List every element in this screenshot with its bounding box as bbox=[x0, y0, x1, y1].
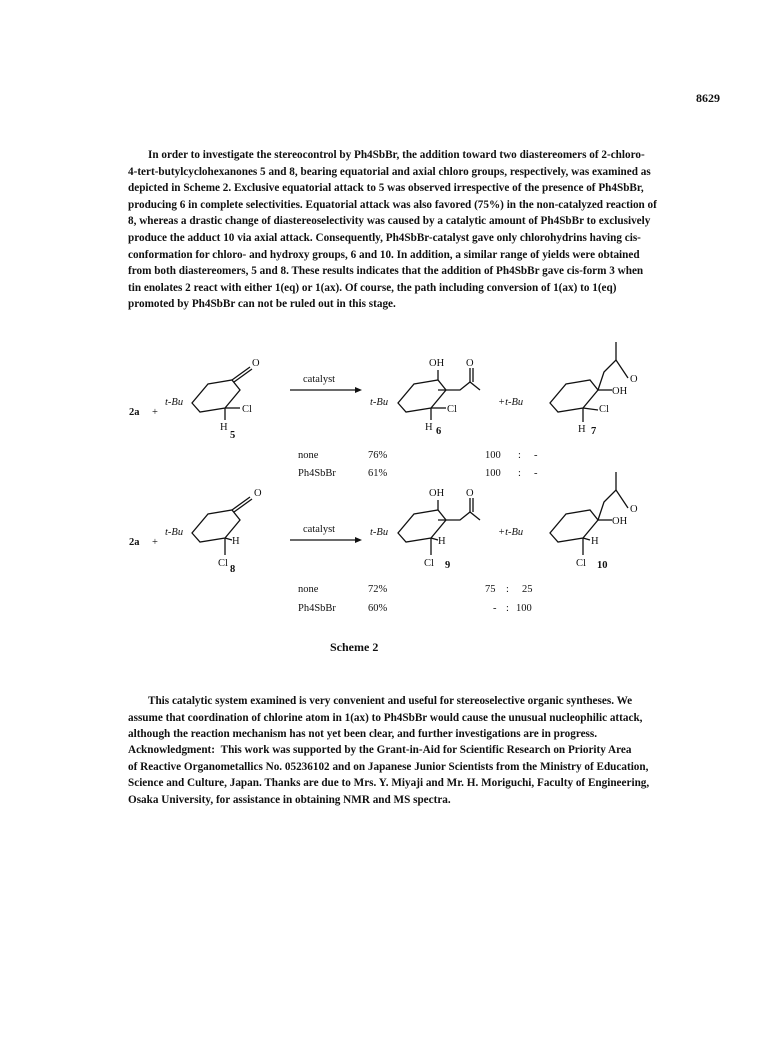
tbu-label: +t-Bu bbox=[498, 397, 524, 408]
hydroxy-label: OH bbox=[429, 358, 445, 369]
compound-7-label: 7 bbox=[591, 426, 597, 437]
hydrogen-label: H bbox=[220, 422, 228, 433]
hydrogen-label: H bbox=[425, 422, 433, 433]
hydrogen-label: H bbox=[438, 536, 446, 547]
text-line: In order to investigate the stereocontrol by Ph4SbBr, the addition toward two diastereomers of 2-chloro- bbox=[148, 149, 645, 161]
arrow-label-catalyst: catalyst bbox=[303, 524, 336, 535]
ratio-a-value: 100 bbox=[485, 450, 501, 461]
text-line: depicted in Scheme 2. Exclusive equatorial attack to 5 was observed irrespective of the presence of Ph4SbBr, bbox=[128, 182, 644, 195]
reagent-2a: 2a bbox=[129, 537, 140, 548]
chlorohydrin-7 bbox=[550, 342, 628, 422]
ratio-a-value: - bbox=[493, 603, 497, 614]
oxygen-label: O bbox=[466, 358, 474, 369]
plus-sign: + bbox=[152, 537, 158, 548]
ratio-b-value: - bbox=[534, 450, 538, 461]
hydrogen-label: H bbox=[232, 536, 240, 547]
text-line: producing 6 in complete selectivities. Equatorial attack was also favored (75%) in the non-catalyzed reaction of bbox=[128, 198, 657, 211]
reaction-arrow bbox=[290, 387, 362, 393]
catalyst-name: none bbox=[298, 584, 319, 595]
text-line: Osaka University, for assistance in obtaining NMR and MS spectra. bbox=[128, 793, 451, 806]
yield-value: 72% bbox=[368, 584, 388, 595]
compound-9-label: 9 bbox=[445, 560, 451, 571]
text-line: from both diastereomers, 5 and 8. These results indicates that the addition of Ph4SbBr gave cis-form 3 when bbox=[128, 265, 644, 278]
oxygen-label: O bbox=[466, 488, 474, 499]
chloro-label: Cl bbox=[218, 558, 228, 569]
hydroxy-label: OH bbox=[612, 516, 628, 527]
oxygen-label: O bbox=[252, 358, 260, 369]
catalyst-name: none bbox=[298, 450, 319, 461]
acknowledgment-text: This work was supported by the Grant-in-Aid for Scientific Research on Priority Area bbox=[220, 744, 632, 756]
acknowledgment-paragraph bbox=[128, 742, 656, 808]
paragraph-stereocontrol bbox=[128, 147, 656, 313]
hydroxy-label: OH bbox=[612, 386, 628, 397]
ratio-b-value: - bbox=[534, 468, 538, 479]
oxygen-label: O bbox=[630, 374, 638, 385]
chloro-label: Cl bbox=[599, 404, 609, 415]
chlorohydrin-10 bbox=[550, 472, 628, 555]
ratio-b-value: 100 bbox=[516, 603, 532, 614]
hydrogen-label: H bbox=[578, 424, 586, 435]
hydroxy-label: OH bbox=[429, 488, 445, 499]
text-line: assume that coordination of chlorine atom in 1(ax) to Ph4SbBr would cause the unusual nucleophilic attack, bbox=[128, 711, 643, 724]
compound-5-label: 5 bbox=[230, 430, 236, 441]
ratio-a-value: 75 bbox=[485, 584, 496, 595]
ratio-separator: : bbox=[518, 468, 521, 479]
tbu-label: t-Bu bbox=[165, 397, 184, 408]
oxygen-label: O bbox=[630, 504, 638, 515]
chloro-label: Cl bbox=[576, 558, 586, 569]
reagent-2a: 2a bbox=[129, 407, 140, 418]
chloro-label: Cl bbox=[424, 558, 434, 569]
scheme-caption: Scheme 2 bbox=[330, 640, 379, 654]
tbu-label: t-Bu bbox=[370, 527, 389, 538]
tbu-label: t-Bu bbox=[370, 397, 389, 408]
chloro-label: Cl bbox=[447, 404, 457, 415]
text-line: promoted by Ph4SbBr can not be ruled out in this stage. bbox=[128, 298, 396, 311]
tbu-label: t-Bu bbox=[165, 527, 184, 538]
catalyst-name: Ph4SbBr bbox=[298, 603, 336, 614]
reaction-arrow bbox=[290, 537, 362, 543]
text-line: although the reaction mechanism has not yet been clear, and further investigations are in progress. bbox=[128, 728, 598, 741]
compound-6-label: 6 bbox=[436, 426, 442, 437]
plus-sign: + bbox=[152, 407, 158, 418]
cyclohexanone-8 bbox=[192, 497, 252, 555]
chloro-label: Cl bbox=[242, 404, 252, 415]
text-line: This catalytic system examined is very convenient and useful for stereoselective organic syntheses. We bbox=[148, 695, 633, 707]
compound-10-label: 10 bbox=[597, 560, 608, 571]
text-line: Science and Culture, Japan. Thanks are due to Mrs. Y. Miyaji and Mr. H. Moriguchi, Faculty of Engineering, bbox=[128, 777, 650, 790]
text-line: tin enolates 2 react with either 1(eq) or 1(ax). Of course, the path including conversion of 1(ax) to 1(eq) bbox=[128, 281, 617, 294]
compound-8-label: 8 bbox=[230, 564, 236, 575]
catalyst-name: Ph4SbBr bbox=[298, 468, 336, 479]
paragraph-conclusion bbox=[128, 693, 656, 743]
acknowledgment-heading: Acknowledgment: bbox=[128, 744, 216, 756]
text-line: produce the adduct 10 via axial attack. Consequently, Ph4SbBr-catalyst gave only chlorohydrins having cis- bbox=[128, 231, 641, 244]
yield-value: 76% bbox=[368, 450, 388, 461]
text-line bbox=[128, 742, 656, 759]
ratio-separator: : bbox=[506, 603, 509, 614]
ratio-a-value: 100 bbox=[485, 468, 501, 479]
hydrogen-label: H bbox=[591, 536, 599, 547]
yield-value: 61% bbox=[368, 468, 388, 479]
scheme-2-figure bbox=[0, 330, 768, 630]
text-line: 8, whereas a drastic change of diastereoselectivity was caused by a catalytic amount of Ph4SbBr to exclusively bbox=[128, 215, 651, 228]
arrow-label-catalyst: catalyst bbox=[303, 374, 336, 385]
text-line: conformation for chloro- and hydroxy groups, 6 and 10. In addition, a similar range of yields were obtained bbox=[128, 248, 640, 261]
chlorohydrin-6 bbox=[398, 368, 480, 420]
ratio-separator: : bbox=[518, 450, 521, 461]
page-number: 8629 bbox=[696, 91, 720, 105]
yield-value: 60% bbox=[368, 603, 388, 614]
ratio-separator: : bbox=[506, 584, 509, 595]
text-line: 4-tert-butylcyclohexanones 5 and 8, bearing equatorial and axial chloro groups, respectively, was examined as bbox=[128, 165, 651, 178]
text-line: of Reactive Organometallics No. 05236102 and on Japanese Junior Scientists from the Ministry of Education, bbox=[128, 760, 649, 773]
tbu-label: +t-Bu bbox=[498, 527, 524, 538]
oxygen-label: O bbox=[254, 488, 262, 499]
ratio-b-value: 25 bbox=[522, 584, 533, 595]
